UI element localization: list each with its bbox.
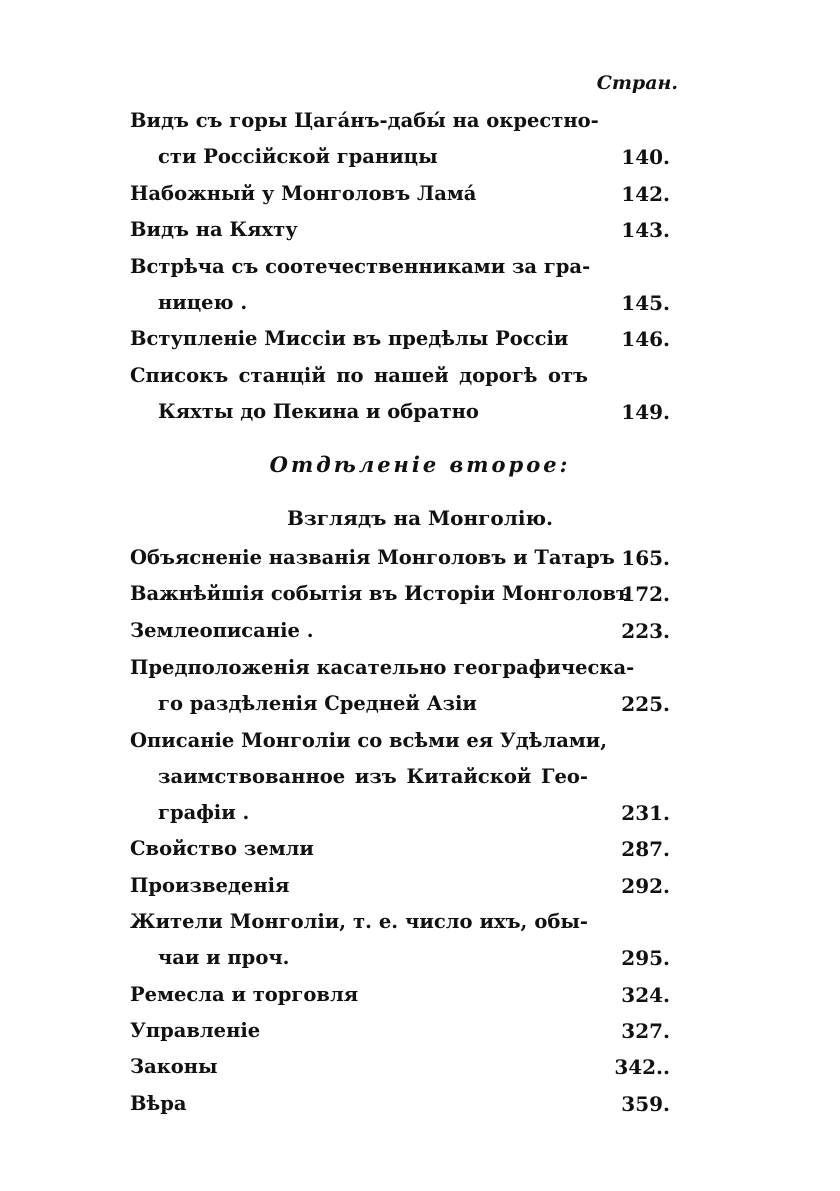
toc-entry-text: Описаніе Монголіи со всѣми ея Удѣлами,: [130, 729, 608, 752]
toc-entry-line: [130, 541, 670, 575]
toc-page-number: 359.: [621, 1092, 670, 1116]
section-subtitle: Взглядъ на Монголію.: [287, 506, 553, 530]
toc-entry-line: [130, 687, 670, 721]
toc-page-number: 149.: [621, 400, 670, 424]
toc-page-number: 225.: [621, 692, 670, 716]
toc-entry-line: [130, 1087, 670, 1121]
toc-entry-line: [130, 104, 670, 138]
toc-entry-text: Набожный у Монголовъ Лама́: [130, 182, 477, 205]
toc-entry-text: сти Россійской границы: [158, 145, 438, 168]
toc-entry-line: [130, 832, 670, 866]
section-title: Отдѣленіе второе:: [269, 452, 571, 477]
toc-page-number: 327.: [621, 1019, 670, 1043]
toc-entry-text: Жители Монголіи, т. е. число ихъ, обы-: [130, 910, 588, 933]
toc-entry-line: [130, 796, 670, 830]
toc-page-number: 231.: [621, 801, 670, 825]
toc-entry-line: [130, 651, 670, 685]
toc-entry-line: [130, 724, 670, 758]
toc-entry-line: [130, 869, 670, 903]
toc-entry-line: [130, 286, 670, 320]
toc-page-number: 142.: [621, 182, 670, 206]
toc-entry-text: графіи .: [158, 801, 250, 824]
toc-entry-line: [130, 177, 670, 211]
toc-entry-line: [130, 1050, 670, 1084]
toc-page-number: 146.: [621, 327, 670, 351]
toc-page-number: 292.: [621, 874, 670, 898]
toc-page-number: 140.: [621, 145, 670, 169]
toc-entry-text: Кяхты до Пекина и обратно: [158, 400, 479, 423]
toc-entry-text: Списокъ станцій по нашей дорогѣ отъ: [130, 364, 588, 387]
toc-entry-text: Законы: [130, 1055, 218, 1078]
toc-entry-line: [130, 760, 670, 794]
toc-entry-text: Вступленіе Миссіи въ предѣлы Россіи: [130, 327, 569, 350]
toc-entry-line: [130, 140, 670, 174]
toc-entry-line: [130, 359, 670, 393]
toc-page-number: 223.: [621, 619, 670, 643]
toc-entry-text: ницею .: [158, 291, 248, 314]
toc-page-number: 145.: [621, 291, 670, 315]
toc-page-number: 324.: [621, 983, 670, 1007]
toc-entry-text: Видъ на Кяхту: [130, 218, 298, 241]
toc-page-number: 165.: [621, 546, 670, 570]
toc-entry-text: Произведенія: [130, 874, 290, 897]
toc-entry-text: Землеописаніе .: [130, 619, 314, 642]
toc-entry-line: [130, 395, 670, 429]
toc-entry-text: Встрѣча съ соотечественниками за гра-: [130, 255, 591, 278]
toc-entry-line: [130, 978, 670, 1012]
toc-entry-text: Свойство земли: [130, 837, 314, 860]
toc-page-number: 342..: [614, 1055, 670, 1079]
toc-entry-line: [130, 250, 670, 284]
toc-entry-text: Ремесла и торговля: [130, 983, 359, 1006]
toc-entry-line: [130, 322, 670, 356]
toc-entry-line: [130, 213, 670, 247]
toc-entry-text: Управленіе: [130, 1019, 261, 1042]
toc-page-number: 295.: [621, 946, 670, 970]
toc-entry-text: заимствованное изъ Китайской Гео-: [158, 765, 588, 788]
toc-entry-line: [130, 577, 670, 611]
toc-page-number: 143.: [621, 218, 670, 242]
toc-entry-text: го раздѣленія Средней Азіи: [158, 692, 477, 715]
toc-entry-text: Видъ съ горы Цага́нъ-дабы́ на окрестно-: [130, 109, 599, 132]
toc-entry-text: Важнѣйшія событія въ Исторіи Монголовъ: [130, 582, 631, 605]
toc-entry-line: [130, 905, 670, 939]
toc-page-number: 172.: [621, 582, 670, 606]
toc-entry-text: Объясненіе названія Монголовъ и Татаръ: [130, 546, 615, 569]
toc-entry-text: Предположенія касательно географическа-: [130, 656, 635, 679]
toc-entry-text: Вѣра: [130, 1092, 187, 1115]
toc-entry-line: [130, 941, 670, 975]
toc-entry-line: [130, 1014, 670, 1048]
toc-page-number: 287.: [621, 837, 670, 861]
toc-entry-text: чаи и проч.: [158, 946, 290, 969]
page-column-header: Стран.: [596, 72, 678, 94]
toc-entry-line: [130, 614, 670, 648]
